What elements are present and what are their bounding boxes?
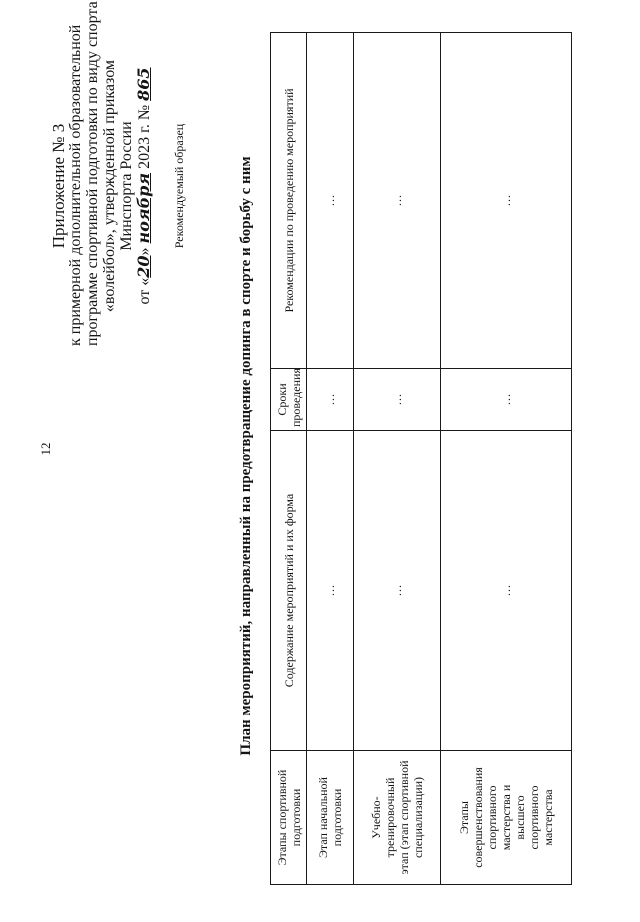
date-day: 20 [134,255,153,278]
sample-note: Рекомендуемый образец [172,123,186,249]
recommendations-cell: … [441,33,572,369]
order-date-line [135,26,153,346]
header-line-4: «волейбол», утвержденной приказом [101,59,118,313]
header-content: Содержание мероприятий и их форма [271,431,307,751]
rotated-page [0,1,640,906]
table-row [307,33,354,885]
header-terms: Сроки проведения [271,369,307,431]
date-month: ноября [134,172,153,244]
header-stages: Этапы спортивной подготовки [271,751,307,885]
appendix-title: Приложение № 3 [49,123,68,249]
content-cell: … [307,431,354,751]
appendix-header [49,1,153,346]
date-year: 2023 г. № [136,104,153,169]
terms-cell: … [354,369,441,431]
order-number: 865 [134,67,153,101]
header-line-5: Минспорта России [118,121,135,251]
header-recommendations: Рекомендации по проведению мероприятий [271,33,307,369]
header-line-2: к примерной дополнительной образовательной [67,24,84,346]
header-line-3: программе спортивной подготовки по виду спорта [84,1,101,346]
date-mid: » [136,247,153,256]
page-number: 12 [38,442,53,456]
terms-cell: … [307,369,354,431]
stage-cell: Учебно- тренировочный этап (этап спортивной специализации) [354,751,441,885]
plan-title: План мероприятий, направленный на предотвращение допинга в спорте и борьбу с ним [238,156,254,756]
date-prefix: от « [136,277,153,305]
stage-cell: Этапы совершенствования спортивного мастерства и высшего спортивного мастерства [441,751,572,885]
recommendations-cell: … [354,33,441,369]
table-header-row [271,33,307,885]
content-cell: … [441,431,572,751]
plan-table [270,32,572,885]
terms-cell: … [441,369,572,431]
recommendations-cell: … [307,33,354,369]
table-row [354,33,441,885]
table-row [441,33,572,885]
content-cell: … [354,431,441,751]
stage-cell: Этап начальной подготовки [307,751,354,885]
